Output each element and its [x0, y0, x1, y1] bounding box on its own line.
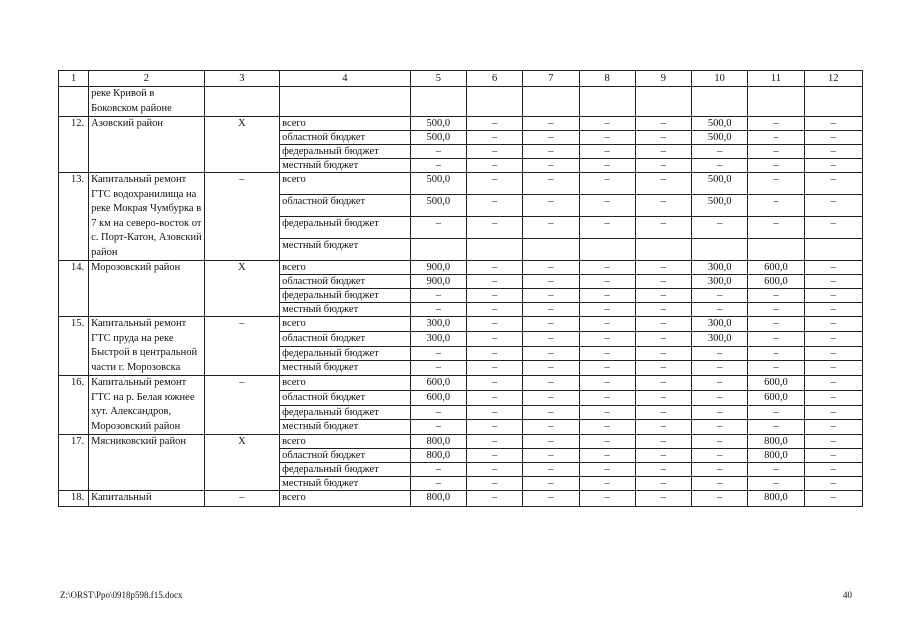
amount-cell: –: [804, 420, 862, 435]
continuation-name: реке Кривой в Боковском районе: [89, 87, 205, 117]
amount-cell: –: [804, 159, 862, 173]
amount-cell: –: [804, 361, 862, 376]
amount-cell: –: [466, 275, 522, 289]
amount-cell: –: [466, 435, 522, 449]
object-name: Морозовский район: [89, 261, 205, 317]
amount-cell: –: [579, 463, 635, 477]
column-number-cell: 8: [579, 71, 635, 87]
column-number-cell: 2: [89, 71, 205, 87]
amount-cell: 900,0: [410, 275, 466, 289]
amount-cell: –: [804, 435, 862, 449]
row-number: 12.: [59, 117, 89, 173]
column-number-cell: 5: [410, 71, 466, 87]
amount-cell: –: [523, 217, 579, 239]
amount-cell: 300,0: [692, 275, 748, 289]
amount-cell: –: [804, 346, 862, 361]
row-number: 18.: [59, 491, 89, 507]
amount-cell: –: [466, 289, 522, 303]
amount-cell: –: [635, 217, 691, 239]
amount-cell: –: [748, 317, 804, 332]
amount-cell: –: [410, 145, 466, 159]
amount-cell: –: [635, 405, 691, 420]
amount-cell: –: [523, 289, 579, 303]
column-number-cell: 12: [804, 71, 862, 87]
amount-cell: 500,0: [692, 195, 748, 217]
amount-cell: 600,0: [748, 275, 804, 289]
col3-mark: –: [204, 317, 279, 376]
object-name: Капитальный ремонт ГТС на р. Белая южнее хут. Александров, Морозовский район: [89, 376, 205, 435]
continuation-empty-cell: [410, 87, 466, 117]
amount-cell: [804, 239, 862, 261]
continuation-empty-cell: [466, 87, 522, 117]
column-number-cell: 4: [280, 71, 411, 87]
amount-cell: –: [523, 261, 579, 275]
budget-row: [59, 491, 863, 507]
amount-cell: [692, 239, 748, 261]
column-number-cell: 6: [466, 71, 522, 87]
budget-source-label: всего: [280, 376, 411, 391]
amount-cell: –: [579, 331, 635, 346]
amount-cell: 500,0: [692, 131, 748, 145]
amount-cell: –: [466, 405, 522, 420]
page-number: 40: [843, 590, 852, 600]
amount-cell: [579, 239, 635, 261]
amount-cell: –: [523, 405, 579, 420]
amount-cell: –: [523, 145, 579, 159]
amount-cell: –: [635, 159, 691, 173]
budget-source-label: федеральный бюджет: [280, 217, 411, 239]
amount-cell: –: [410, 477, 466, 491]
amount-cell: –: [804, 449, 862, 463]
amount-cell: –: [635, 331, 691, 346]
amount-cell: –: [748, 420, 804, 435]
amount-cell: 300,0: [692, 331, 748, 346]
amount-cell: –: [748, 361, 804, 376]
amount-cell: –: [748, 477, 804, 491]
amount-cell: –: [523, 463, 579, 477]
amount-cell: –: [748, 463, 804, 477]
amount-cell: –: [523, 275, 579, 289]
amount-cell: –: [804, 195, 862, 217]
row-number: 13.: [59, 173, 89, 261]
budget-source-label: всего: [280, 261, 411, 275]
object-name: Мясниковский район: [89, 435, 205, 491]
amount-cell: –: [804, 217, 862, 239]
budget-source-label: федеральный бюджет: [280, 289, 411, 303]
amount-cell: –: [466, 491, 522, 507]
amount-cell: –: [692, 449, 748, 463]
amount-cell: –: [804, 390, 862, 405]
amount-cell: –: [635, 117, 691, 131]
amount-cell: –: [635, 463, 691, 477]
amount-cell: –: [410, 346, 466, 361]
amount-cell: –: [579, 117, 635, 131]
amount-cell: –: [692, 491, 748, 507]
amount-cell: –: [635, 390, 691, 405]
amount-cell: –: [579, 420, 635, 435]
amount-cell: 300,0: [692, 317, 748, 332]
amount-cell: –: [692, 435, 748, 449]
amount-cell: –: [466, 317, 522, 332]
amount-cell: 600,0: [748, 261, 804, 275]
amount-cell: –: [579, 390, 635, 405]
amount-cell: –: [466, 331, 522, 346]
amount-cell: –: [692, 420, 748, 435]
amount-cell: –: [410, 463, 466, 477]
amount-cell: –: [804, 145, 862, 159]
amount-cell: –: [692, 289, 748, 303]
continuation-empty-cell: [523, 87, 579, 117]
amount-cell: –: [804, 173, 862, 195]
amount-cell: –: [804, 405, 862, 420]
amount-cell: –: [748, 159, 804, 173]
amount-cell: –: [579, 317, 635, 332]
amount-cell: –: [579, 261, 635, 275]
budget-source-label: областной бюджет: [280, 331, 411, 346]
amount-cell: –: [692, 303, 748, 317]
budget-source-label: областной бюджет: [280, 131, 411, 145]
continuation-empty-cell: [748, 87, 804, 117]
amount-cell: –: [635, 131, 691, 145]
budget-row: [59, 317, 863, 332]
amount-cell: –: [692, 361, 748, 376]
amount-cell: 900,0: [410, 261, 466, 275]
continuation-empty-cell: [692, 87, 748, 117]
col3-mark: –: [204, 491, 279, 507]
amount-cell: –: [635, 303, 691, 317]
amount-cell: –: [748, 145, 804, 159]
amount-cell: 800,0: [410, 449, 466, 463]
amount-cell: 800,0: [748, 491, 804, 507]
amount-cell: –: [635, 361, 691, 376]
amount-cell: 800,0: [410, 435, 466, 449]
amount-cell: –: [804, 289, 862, 303]
budget-source-label: федеральный бюджет: [280, 346, 411, 361]
budget-source-label: местный бюджет: [280, 420, 411, 435]
amount-cell: –: [635, 195, 691, 217]
amount-cell: [635, 239, 691, 261]
budget-source-label: всего: [280, 491, 411, 507]
amount-cell: –: [635, 275, 691, 289]
continuation-num: [59, 87, 89, 117]
amount-cell: –: [410, 303, 466, 317]
amount-cell: 600,0: [410, 390, 466, 405]
amount-cell: –: [748, 217, 804, 239]
amount-cell: –: [466, 477, 522, 491]
amount-cell: –: [748, 346, 804, 361]
amount-cell: –: [635, 420, 691, 435]
amount-cell: –: [410, 159, 466, 173]
budget-row: [59, 435, 863, 449]
column-number-cell: 3: [204, 71, 279, 87]
amount-cell: –: [748, 289, 804, 303]
amount-cell: 800,0: [748, 449, 804, 463]
budget-row: [59, 261, 863, 275]
amount-cell: –: [635, 261, 691, 275]
column-number-cell: 11: [748, 71, 804, 87]
amount-cell: –: [466, 159, 522, 173]
amount-cell: –: [804, 376, 862, 391]
amount-cell: –: [804, 131, 862, 145]
amount-cell: –: [466, 195, 522, 217]
amount-cell: –: [410, 420, 466, 435]
amount-cell: –: [466, 376, 522, 391]
amount-cell: –: [523, 435, 579, 449]
budget-source-label: областной бюджет: [280, 275, 411, 289]
continuation-row: [59, 87, 863, 117]
amount-cell: –: [635, 317, 691, 332]
amount-cell: –: [466, 145, 522, 159]
amount-cell: –: [523, 420, 579, 435]
budget-source-label: местный бюджет: [280, 159, 411, 173]
amount-cell: –: [523, 491, 579, 507]
amount-cell: –: [523, 376, 579, 391]
amount-cell: 600,0: [748, 376, 804, 391]
amount-cell: [523, 239, 579, 261]
amount-cell: –: [635, 491, 691, 507]
budget-source-label: федеральный бюджет: [280, 145, 411, 159]
amount-cell: 600,0: [748, 390, 804, 405]
amount-cell: –: [410, 361, 466, 376]
amount-cell: –: [523, 477, 579, 491]
amount-cell: –: [804, 275, 862, 289]
amount-cell: 500,0: [692, 173, 748, 195]
amount-cell: –: [804, 331, 862, 346]
amount-cell: 500,0: [692, 117, 748, 131]
amount-cell: –: [523, 159, 579, 173]
amount-cell: –: [804, 317, 862, 332]
budget-source-label: всего: [280, 173, 411, 195]
amount-cell: –: [579, 376, 635, 391]
amount-cell: –: [804, 477, 862, 491]
row-number: 16.: [59, 376, 89, 435]
amount-cell: 500,0: [410, 173, 466, 195]
col3-mark: –: [204, 173, 279, 261]
amount-cell: 300,0: [410, 317, 466, 332]
amount-cell: –: [635, 346, 691, 361]
amount-cell: 600,0: [410, 376, 466, 391]
column-number-cell: 9: [635, 71, 691, 87]
amount-cell: –: [748, 331, 804, 346]
amount-cell: –: [635, 173, 691, 195]
budget-source-label: областной бюджет: [280, 390, 411, 405]
amount-cell: –: [579, 217, 635, 239]
amount-cell: –: [692, 376, 748, 391]
continuation-empty-cell: [280, 87, 411, 117]
amount-cell: –: [466, 131, 522, 145]
amount-cell: [410, 239, 466, 261]
object-name: Капитальный ремонт ГТС водохранилища на реке Мокрая Чумбурка в 7 км на северо-восток от с. Порт-Катон, Азовский район: [89, 173, 205, 261]
amount-cell: 800,0: [748, 435, 804, 449]
amount-cell: –: [579, 449, 635, 463]
column-number-row: [59, 71, 863, 87]
amount-cell: –: [692, 159, 748, 173]
budget-table: [58, 70, 863, 507]
amount-cell: –: [523, 331, 579, 346]
amount-cell: –: [523, 131, 579, 145]
amount-cell: –: [804, 303, 862, 317]
amount-cell: –: [466, 449, 522, 463]
budget-source-label: местный бюджет: [280, 239, 411, 261]
amount-cell: –: [579, 405, 635, 420]
amount-cell: –: [523, 346, 579, 361]
amount-cell: 800,0: [410, 491, 466, 507]
amount-cell: –: [579, 159, 635, 173]
object-name: Азовский район: [89, 117, 205, 173]
amount-cell: –: [466, 303, 522, 317]
amount-cell: –: [466, 420, 522, 435]
amount-cell: –: [410, 289, 466, 303]
amount-cell: –: [579, 361, 635, 376]
row-number: 15.: [59, 317, 89, 376]
amount-cell: –: [466, 390, 522, 405]
amount-cell: –: [523, 390, 579, 405]
amount-cell: –: [692, 145, 748, 159]
amount-cell: –: [692, 217, 748, 239]
amount-cell: –: [466, 217, 522, 239]
amount-cell: –: [523, 317, 579, 332]
amount-cell: –: [579, 289, 635, 303]
amount-cell: 500,0: [410, 195, 466, 217]
budget-source-label: всего: [280, 317, 411, 332]
column-number-cell: 7: [523, 71, 579, 87]
continuation-empty-cell: [635, 87, 691, 117]
amount-cell: –: [635, 477, 691, 491]
amount-cell: –: [466, 261, 522, 275]
amount-cell: –: [523, 195, 579, 217]
amount-cell: –: [748, 195, 804, 217]
amount-cell: –: [523, 117, 579, 131]
budget-source-label: местный бюджет: [280, 303, 411, 317]
column-number-cell: 1: [59, 71, 89, 87]
amount-cell: –: [523, 303, 579, 317]
amount-cell: [748, 239, 804, 261]
amount-cell: –: [410, 217, 466, 239]
col3-mark: X: [204, 435, 279, 491]
amount-cell: –: [466, 117, 522, 131]
budget-row: [59, 376, 863, 391]
amount-cell: –: [523, 173, 579, 195]
amount-cell: –: [579, 435, 635, 449]
amount-cell: –: [523, 449, 579, 463]
budget-source-label: областной бюджет: [280, 195, 411, 217]
amount-cell: –: [466, 361, 522, 376]
amount-cell: –: [466, 463, 522, 477]
amount-cell: –: [804, 463, 862, 477]
amount-cell: –: [579, 131, 635, 145]
budget-row: [59, 117, 863, 131]
col3-mark: X: [204, 261, 279, 317]
amount-cell: –: [748, 173, 804, 195]
continuation-empty-cell: [804, 87, 862, 117]
budget-source-label: местный бюджет: [280, 477, 411, 491]
col3-mark: X: [204, 117, 279, 173]
continuation-col3: [204, 87, 279, 117]
amount-cell: –: [410, 405, 466, 420]
amount-cell: –: [635, 435, 691, 449]
amount-cell: –: [748, 131, 804, 145]
amount-cell: –: [579, 195, 635, 217]
amount-cell: –: [635, 145, 691, 159]
amount-cell: –: [466, 346, 522, 361]
amount-cell: –: [748, 405, 804, 420]
amount-cell: –: [692, 390, 748, 405]
amount-cell: –: [635, 289, 691, 303]
file-path: Z:\ORST\Ppo\0918p598.f15.docx: [60, 590, 183, 600]
amount-cell: –: [748, 117, 804, 131]
amount-cell: –: [579, 275, 635, 289]
amount-cell: [466, 239, 522, 261]
column-number-cell: 10: [692, 71, 748, 87]
amount-cell: –: [692, 477, 748, 491]
row-number: 17.: [59, 435, 89, 491]
object-name: Капитальный ремонт ГТС пруда на реке Быстрой в центральной части г. Морозовска: [89, 317, 205, 376]
amount-cell: –: [523, 361, 579, 376]
budget-source-label: местный бюджет: [280, 361, 411, 376]
amount-cell: –: [635, 376, 691, 391]
amount-cell: –: [579, 303, 635, 317]
amount-cell: –: [692, 405, 748, 420]
budget-source-label: всего: [280, 435, 411, 449]
amount-cell: –: [579, 145, 635, 159]
object-name: Капитальный: [89, 491, 205, 507]
amount-cell: –: [579, 173, 635, 195]
amount-cell: –: [579, 491, 635, 507]
amount-cell: –: [466, 173, 522, 195]
budget-source-label: всего: [280, 117, 411, 131]
amount-cell: 300,0: [692, 261, 748, 275]
amount-cell: –: [804, 491, 862, 507]
budget-source-label: федеральный бюджет: [280, 405, 411, 420]
row-number: 14.: [59, 261, 89, 317]
amount-cell: –: [748, 303, 804, 317]
continuation-empty-cell: [579, 87, 635, 117]
amount-cell: –: [635, 449, 691, 463]
amount-cell: –: [579, 477, 635, 491]
amount-cell: –: [692, 463, 748, 477]
amount-cell: –: [804, 261, 862, 275]
amount-cell: –: [804, 117, 862, 131]
col3-mark: –: [204, 376, 279, 435]
amount-cell: –: [579, 346, 635, 361]
amount-cell: 500,0: [410, 131, 466, 145]
budget-source-label: областной бюджет: [280, 449, 411, 463]
budget-source-label: федеральный бюджет: [280, 463, 411, 477]
budget-row: [59, 173, 863, 195]
amount-cell: –: [692, 346, 748, 361]
amount-cell: 300,0: [410, 331, 466, 346]
amount-cell: 500,0: [410, 117, 466, 131]
